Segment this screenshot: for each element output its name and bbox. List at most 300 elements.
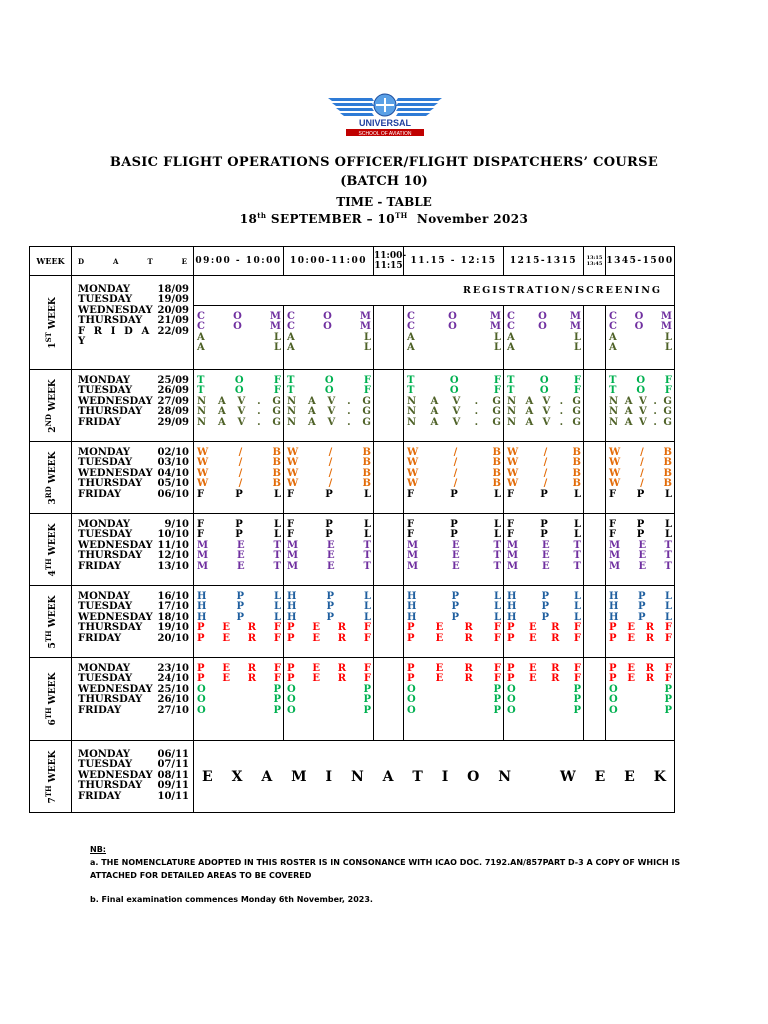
cell-line-fpl [507,490,581,500]
code-letter: P [573,704,581,716]
code-letter: A [217,406,226,418]
day-row [78,634,189,644]
code-letter: T [664,539,672,551]
code-letter: A [407,331,415,343]
code-letter: P [664,704,672,716]
code-letter: E [627,632,635,644]
code-letter: M [660,311,672,322]
code-letter: H [407,591,417,602]
code-letter: W [609,478,621,490]
code-letter: O [323,311,332,322]
week-label-cell [30,741,72,813]
cell-line-opp [609,685,672,695]
code-letter: N [609,406,619,418]
code-letter: N [507,406,517,418]
code-letter: M [407,560,419,572]
code-letter: L [493,611,501,623]
code-letter: O [197,704,206,716]
week-row [30,741,675,813]
code-letter: F [197,519,205,530]
code-letter: M [197,539,209,551]
code-letter: A [217,395,226,407]
code-letter: M [269,311,281,322]
cell-line-perf [507,664,581,674]
code-letter: B [272,447,281,458]
code-letter: P [540,519,548,530]
cell-line-com [197,322,281,332]
cell-line-cal [507,333,581,343]
code-letter: C [287,321,295,333]
code-letter: G [663,416,672,428]
day-name: TUESDAY [78,759,133,771]
day-name: THURSDAY [78,622,143,634]
day-date: 09/11 [157,780,189,792]
code-letter: T [363,539,371,551]
code-letter: M [660,321,672,333]
code-letter: L [573,611,581,623]
day-date: 9/10 [164,519,189,530]
code-letter: E [627,663,635,674]
code-letter: H [197,611,207,623]
code-letter: / [640,447,644,458]
code-letter: O [539,375,549,386]
code-letter: E [435,622,444,634]
day-date: 06/10 [157,488,189,500]
code-letter: O [609,704,618,716]
code-letter: C [197,311,205,322]
code-letter: . [653,395,657,407]
code-letter: R [337,622,347,634]
days-cell [72,370,194,442]
code-letter: / [543,478,548,490]
code-letter: P [507,663,515,674]
day-date: 22/09 [157,325,189,337]
code-letter: A [307,416,316,428]
code-letter: L [273,611,281,623]
code-letter: B [492,447,501,458]
code-letter: T [197,385,205,397]
code-letter: L [573,591,581,602]
day-name: WEDNESDAY [78,395,153,407]
code-letter: L [363,342,371,354]
code-letter: P [664,694,672,706]
code-letter: V [452,406,461,418]
code-letter: P [407,673,415,685]
code-letter: P [325,519,333,530]
code-letter: P [573,694,581,706]
code-letter: P [326,601,334,613]
code-letter: A [624,406,633,418]
code-letter: G [362,416,371,428]
session-cell [284,442,374,514]
day-name: FRIDAY [78,632,122,644]
day-name: TUESDAY [78,673,133,685]
code-letter: P [450,488,458,500]
cell-line-wb [507,479,581,489]
code-letter: O [507,683,516,695]
cell-line-opp [287,706,371,716]
code-letter: G [362,406,371,418]
code-letter: V [237,395,246,407]
code-letter: O [634,311,644,322]
code-letter: F [493,663,501,674]
code-letter: R [645,622,655,634]
code-letter: O [324,385,334,397]
cell-line-perf [197,664,281,674]
cell-line-fpl [197,490,281,500]
code-letter: E [312,673,320,685]
cell-line-perf [287,674,371,684]
code-letter: O [287,704,296,716]
code-letter: P [451,591,459,602]
code-letter: L [493,342,501,354]
code-letter: C [507,311,515,322]
code-letter: G [663,406,672,418]
code-letter: V [542,406,551,418]
code-letter: G [572,395,581,407]
day-row [78,562,189,572]
code-letter: O [233,321,242,333]
cell-line-opp [287,685,371,695]
date-header-letter: D [78,256,85,266]
code-letter: P [235,519,243,530]
day-date: 27/10 [157,704,189,716]
day-name: THURSDAY [78,780,143,792]
cell-line-perf [609,623,672,633]
code-letter: H [407,611,417,623]
code-letter: N [197,395,207,407]
code-letter: N [407,395,417,407]
code-letter: M [507,550,519,562]
code-letter: W [287,447,299,458]
code-letter: B [492,467,501,479]
break-cell [584,306,606,370]
cell-line-navg [197,418,281,428]
code-letter: H [407,601,417,613]
week-label: 4TH WEEK [43,523,58,576]
day-row [78,490,189,500]
date-header-letter: E [181,256,187,266]
day-date: 16/10 [157,591,189,602]
code-letter: O [448,311,457,322]
code-letter: P [507,673,515,685]
code-letter: W [609,457,621,469]
cell-line-navg [287,418,371,428]
cell-line-met [197,551,281,561]
code-letter: L [664,591,672,602]
cell-line-opp [407,685,501,695]
code-letter: C [609,311,617,322]
code-letter: F [664,632,672,644]
cell-line-hpl [507,613,581,623]
cell-line-opp [197,685,281,695]
code-letter: R [645,663,655,674]
code-letter: B [272,467,281,479]
code-letter: E [327,539,335,551]
code-letter: M [609,560,621,572]
code-letter: / [543,457,548,469]
code-letter: V [237,406,246,418]
code-letter: F [273,375,281,386]
code-letter: P [287,622,295,634]
code-letter: F [507,488,515,500]
week-row [30,658,675,741]
week-header: WEEK [30,247,72,276]
code-letter: E [627,622,635,634]
code-letter: F [407,519,415,530]
code-letter: T [273,560,281,572]
cell-line-navg [507,418,581,428]
day-date: 19/09 [157,294,189,306]
days-cell [72,741,194,813]
session-cell [194,586,284,658]
code-letter: B [362,457,371,469]
svg-text:UNIVERSAL: UNIVERSAL [358,118,412,128]
week-label-cell [30,658,72,741]
break-cell [374,586,404,658]
code-letter: G [362,395,371,407]
code-letter: O [287,683,296,695]
code-letter: E [237,560,245,572]
slot-header-1115: 11.15 - 12:15 [404,247,504,276]
code-letter: H [287,591,297,602]
code-letter: W [507,457,519,469]
day-name: THURSDAY [78,478,143,490]
session-cell [606,306,675,370]
cell-line-navg [609,407,672,417]
code-letter: F [287,488,295,500]
code-letter: P [637,601,646,613]
code-letter: B [572,457,581,469]
code-letter: V [327,406,336,418]
code-letter: L [273,519,281,530]
code-letter: E [435,673,444,685]
code-letter: O [287,694,296,706]
cell-line-perf [609,634,672,644]
cell-line-met [609,562,672,572]
code-letter: F [407,488,415,500]
code-letter: H [287,601,297,613]
cell-line-cal [197,333,281,343]
code-letter: P [197,632,205,644]
break-cell [584,586,606,658]
code-letter: R [464,673,473,685]
slot-header-1000: 10:00-11:00 [284,247,374,276]
code-letter: W [287,467,299,479]
code-letter: O [538,321,547,333]
day-date: 08/11 [157,769,189,781]
cell-line-opp [507,706,581,716]
code-letter: T [664,550,672,562]
code-letter: O [323,321,332,333]
code-letter: O [448,321,457,333]
code-letter: R [247,673,257,685]
session-cell [284,658,374,741]
cell-line-perf [287,664,371,674]
day-name: FRIDAY [78,416,122,428]
code-letter: G [572,416,581,428]
code-letter: G [492,406,501,418]
code-letter: V [237,416,246,428]
code-letter: P [450,519,458,530]
code-letter: B [663,447,672,458]
code-letter: W [197,457,209,469]
code-letter: B [492,457,501,469]
cell-line-perf [287,623,371,633]
code-letter: A [507,331,515,343]
code-letter: L [273,591,281,602]
exam-letter: E [202,768,213,785]
exam-letter: T [412,768,423,785]
code-letter: A [609,331,617,343]
code-letter: L [493,601,501,613]
code-letter: H [507,591,517,602]
code-letter: F [609,529,617,541]
code-letter: E [312,663,320,674]
code-letter: R [464,622,473,634]
day-date: 02/10 [157,447,189,458]
slot-header-break: 11:00-11:15 [374,247,404,276]
code-letter: / [328,457,333,469]
code-letter: O [197,694,206,706]
note-b: b. Final examination commences Monday 6th November, 2023. [90,895,373,904]
session-cell [284,306,374,370]
code-letter: P [363,694,371,706]
code-letter: O [407,683,416,695]
day-date: 18/10 [157,611,189,623]
code-letter: L [363,519,371,530]
code-letter: P [609,663,617,674]
code-letter: L [664,331,672,343]
code-letter: E [529,673,537,685]
slot-header-0900: 09:00 - 10:00 [194,247,284,276]
week-label-cell [30,514,72,586]
svg-text:SCHOOL OF AVIATION: SCHOOL OF AVIATION [358,131,412,137]
code-letter: W [197,467,209,479]
code-letter: C [287,311,295,322]
code-letter: . [474,395,479,407]
week-label: 7TH WEEK [43,750,58,803]
week-row [30,442,675,514]
cell-line-hpl [407,613,501,623]
code-letter: M [197,560,209,572]
code-letter: B [272,457,281,469]
code-letter: A [624,395,633,407]
code-letter: P [493,694,501,706]
code-letter: P [363,683,371,695]
cell-line-navg [197,407,281,417]
day-date: 17/10 [157,601,189,613]
cell-line-navg [609,418,672,428]
cell-line-perf [197,674,281,684]
cell-line-perf [197,634,281,644]
code-letter: T [507,375,515,386]
code-letter: P [609,622,617,634]
code-letter: / [453,457,458,469]
code-letter: . [257,416,261,428]
code-letter: P [363,704,371,716]
code-letter: E [237,550,245,562]
code-letter: G [272,406,281,418]
day-date: 05/10 [157,478,189,490]
code-letter: P [326,591,334,602]
code-letter: V [639,406,647,418]
code-letter: A [624,416,633,428]
day-date: 25/10 [157,683,189,695]
code-letter: F [493,385,501,397]
session-cell [194,370,284,442]
week-label: 2ND WEEK [43,378,58,433]
code-letter: E [529,632,537,644]
code-letter: P [273,683,281,695]
code-letter: E [327,560,335,572]
week-label-cell [30,442,72,514]
day-date: 12/10 [157,550,189,562]
code-letter: W [507,447,519,458]
code-letter: E [312,632,320,644]
code-letter: L [664,611,672,623]
cell-line-opp [507,695,581,705]
day-date: 20/09 [157,304,189,316]
code-letter: F [573,622,581,634]
day-date: 24/10 [157,673,189,685]
code-letter: N [197,416,207,428]
code-letter: E [542,550,550,562]
code-letter: C [507,321,515,333]
code-letter: F [273,663,281,674]
cell-line-met [407,551,501,561]
cell-line-perf [507,623,581,633]
cell-line-com [287,322,371,332]
cell-line-met [507,562,581,572]
day-date: 18/09 [157,284,189,295]
break-cell [374,514,404,586]
code-letter: W [407,447,419,458]
code-letter: / [543,447,548,458]
code-letter: W [507,467,519,479]
code-letter: . [559,416,564,428]
code-letter: B [572,467,581,479]
session-cell [504,514,584,586]
cell-line-perf [197,623,281,633]
code-letter: / [543,467,548,479]
code-letter: T [273,539,281,551]
break-cell [584,370,606,442]
day-name: WEDNESDAY [78,539,153,551]
code-letter: P [197,673,205,685]
exam-letter: K [653,768,666,785]
day-name: WEDNESDAY [78,683,153,695]
slot-header-1345: 1345-1500 [606,247,675,276]
session-cell [504,442,584,514]
code-letter: M [359,321,371,333]
universal-school-logo [326,92,444,138]
code-letter: L [664,529,672,541]
cell-line-cal [407,333,501,343]
session-cell [606,658,675,741]
code-letter: F [493,375,501,386]
code-letter: M [609,550,621,562]
code-letter: E [435,663,444,674]
code-letter: F [273,385,281,397]
code-letter: / [238,447,243,458]
code-letter: P [636,519,645,530]
code-letter: E [222,663,230,674]
code-letter: L [573,488,581,500]
code-letter: . [474,416,479,428]
code-letter: V [452,395,461,407]
cell-line-cal [407,343,501,353]
